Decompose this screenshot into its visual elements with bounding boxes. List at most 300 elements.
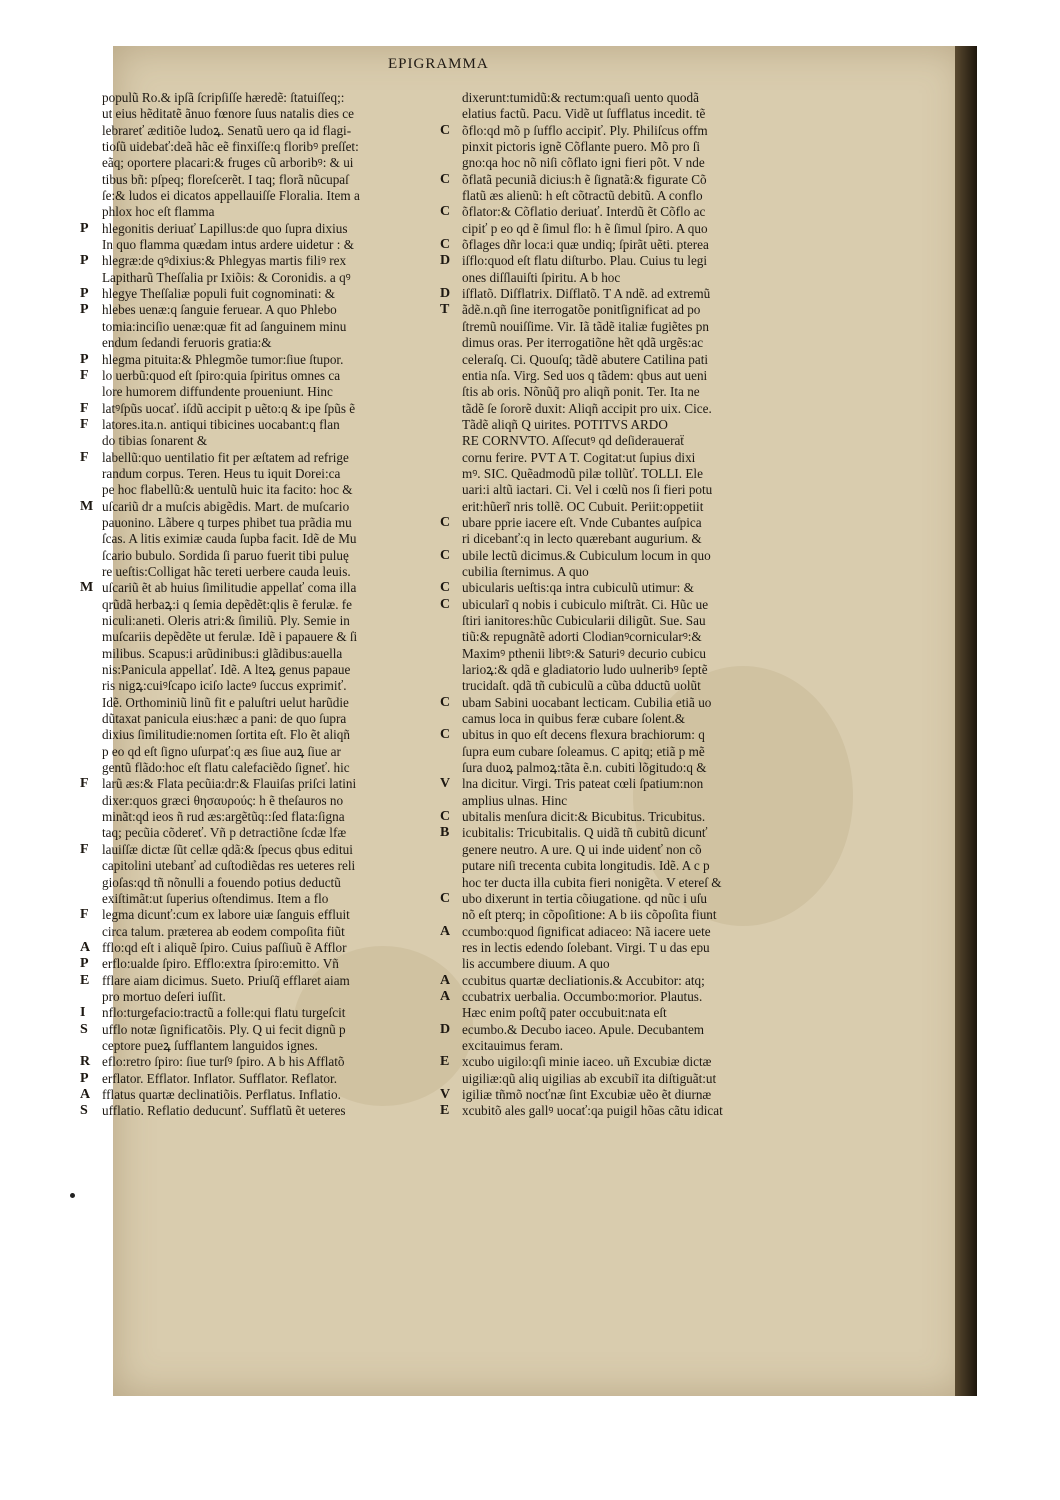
text-line bbox=[80, 1022, 455, 1038]
initial-letter bbox=[440, 499, 462, 515]
text-line bbox=[80, 253, 455, 269]
line-text: dixius ſimilitudie:nomen ſortita eſt. Flo ẽt aliqñ bbox=[102, 727, 350, 743]
initial-letter: A bbox=[440, 972, 451, 988]
initial-letter: A bbox=[80, 1086, 91, 1102]
initial-letter: P bbox=[80, 253, 89, 269]
line-text: pro mortuo deſeri iuſſit. bbox=[102, 988, 226, 1004]
line-text: excitauimus feram. bbox=[462, 1037, 564, 1053]
line-text: exiſtimãt:ut ſuperius oſtendimus. Item a flo bbox=[102, 890, 329, 906]
line-text: qrũdã herbaꝝ:i q ſemia depẽdẽt:qlis ẽ ferulæ. fe bbox=[102, 596, 353, 612]
text-line bbox=[440, 482, 825, 498]
initial-letter bbox=[440, 270, 462, 286]
line-text: endum ſedandi feruoris gratia:& bbox=[102, 335, 272, 351]
text-line bbox=[440, 384, 825, 400]
initial-letter: M bbox=[80, 580, 94, 596]
initial-letter bbox=[440, 450, 462, 466]
line-text: cubilia ſternimus. A quo bbox=[462, 563, 589, 579]
initial-letter: A bbox=[440, 923, 451, 939]
initial-letter: D bbox=[440, 253, 451, 269]
line-text: flatũ æs alienũ: h eſt cõtractũ debitũ. A conflo bbox=[462, 188, 703, 204]
page-header: EPIGRAMMA bbox=[388, 56, 489, 72]
line-text: phlox hoc eſt flamma bbox=[102, 204, 215, 220]
initial-letter bbox=[80, 564, 102, 580]
text-line bbox=[80, 629, 455, 645]
text-line bbox=[440, 597, 825, 613]
text-line bbox=[80, 580, 455, 596]
initial-letter bbox=[80, 662, 102, 678]
initial-letter bbox=[80, 727, 102, 743]
initial-letter bbox=[440, 858, 462, 874]
text-line bbox=[80, 155, 455, 171]
initial-letter bbox=[80, 825, 102, 841]
line-text: putare niſi trecenta cubita longitudis. Idẽ. A c p bbox=[462, 858, 710, 874]
initial-letter: P bbox=[80, 302, 89, 318]
text-line bbox=[440, 825, 825, 841]
initial-letter bbox=[80, 891, 102, 907]
initial-letter bbox=[80, 793, 102, 809]
text-line bbox=[440, 776, 825, 792]
text-line bbox=[80, 924, 455, 940]
line-text: xcubo uigilo:qſi minie iaceo. uñ Excubiæ dictæ bbox=[462, 1054, 712, 1070]
text-line bbox=[80, 335, 455, 351]
initial-letter bbox=[440, 466, 462, 482]
line-text: genere neutro. A ure. Q ui inde uidenť non cõ bbox=[462, 841, 702, 857]
initial-letter: T bbox=[440, 302, 450, 318]
text-line bbox=[440, 646, 825, 662]
text-line bbox=[440, 842, 825, 858]
initial-letter: V bbox=[440, 776, 451, 792]
text-line bbox=[80, 1103, 455, 1119]
text-line bbox=[80, 695, 455, 711]
line-text: pauonino. Lãbere q turpes phibet tua prãdia mu bbox=[102, 514, 352, 530]
text-line bbox=[440, 727, 825, 743]
initial-letter bbox=[440, 956, 462, 972]
line-text: capitolini utebanť ad cuſtodiẽdas res ueteres reli bbox=[102, 858, 356, 874]
line-text: entia nſa. Virg. Sed uos q tãdem: qbus aut ueni bbox=[462, 367, 708, 383]
line-text: Idẽ. Orthominiũ linũ fit e paluſtri uelut harũdie bbox=[102, 694, 349, 710]
text-line bbox=[80, 1087, 455, 1103]
text-line bbox=[440, 515, 825, 531]
initial-letter bbox=[80, 924, 102, 940]
line-text: ſtremũ nouiſſime. Vir. Iã tãdẽ italiæ fugiẽtes pn bbox=[462, 318, 709, 334]
line-text: ubile lectũ dicimus.& Cubiculum locum in quo bbox=[462, 547, 711, 563]
line-text: lna dicitur. Virgi. Tris pateat cœli ſpatium:non bbox=[462, 776, 704, 792]
text-line bbox=[80, 204, 455, 220]
text-line bbox=[80, 1054, 455, 1070]
line-text: tiũ:& repugnãtẽ adorti Clodianꝰcornicularꝰ:& bbox=[462, 629, 702, 645]
initial-letter: C bbox=[440, 514, 451, 530]
text-line bbox=[80, 450, 455, 466]
initial-letter bbox=[80, 90, 102, 106]
text-line bbox=[440, 139, 825, 155]
text-line bbox=[80, 237, 455, 253]
line-text: uari:i altũ iactari. Ci. Vel i cœlũ nos ſi fieri potu bbox=[462, 482, 713, 498]
text-line bbox=[440, 221, 825, 237]
text-line bbox=[80, 744, 455, 760]
line-text: tibus bñ: pſpeq; floreſcerẽt. I taq; florã nũcupaſ bbox=[102, 171, 349, 187]
line-text: celeraſq. Ci. Quouſq; tãdẽ abutere Catilina pati bbox=[462, 351, 709, 367]
initial-letter: C bbox=[440, 727, 451, 743]
initial-letter: F bbox=[80, 400, 89, 416]
text-line bbox=[80, 417, 455, 433]
text-line bbox=[440, 1071, 825, 1087]
text-line bbox=[80, 760, 455, 776]
initial-letter bbox=[80, 172, 102, 188]
line-text: dũtaxat panicula eius:hæc a pani: de quo ſupra bbox=[102, 711, 347, 727]
initial-letter bbox=[440, 531, 462, 547]
initial-letter bbox=[80, 678, 102, 694]
text-line bbox=[80, 1005, 455, 1021]
initial-letter bbox=[440, 646, 462, 662]
line-text: ris nigꝝ:cuiꝰſcapo iciſo lacteꝰ ſuccus exprimiť. bbox=[102, 678, 347, 694]
right-column bbox=[440, 90, 825, 1120]
line-text: ubo dixerunt in tertia cõiugatione. qd nũc i uſu bbox=[462, 890, 708, 906]
line-text: nis:Panicula appellať. Idẽ. A lteꝝ genus papaue bbox=[102, 662, 351, 678]
text-line bbox=[440, 875, 825, 891]
line-text: uſcariũ ẽt ab huius ſimilitudie appellať coma illa bbox=[102, 580, 357, 596]
text-line bbox=[440, 270, 825, 286]
text-line bbox=[440, 907, 825, 923]
line-text: õflator:& Cõflatio deriuať. Interdũ ẽt Cõflo ac bbox=[462, 204, 706, 220]
initial-letter bbox=[440, 155, 462, 171]
text-line bbox=[440, 286, 825, 302]
line-text: Hæc enim poſtq̃ pater occubuit:nata eſt bbox=[462, 1005, 667, 1021]
line-text: cipiť p eo qd ẽ ſimul flo: h ẽ ſimul ſpiro. A quo bbox=[462, 220, 708, 236]
text-line bbox=[440, 172, 825, 188]
text-line bbox=[440, 319, 825, 335]
text-line bbox=[80, 809, 455, 825]
line-text: lis accumbere diuum. A quo bbox=[462, 956, 610, 972]
line-text: ubicularĩ q nobis i cubiculo miſtrãt. Ci. Hũc ue bbox=[462, 596, 709, 612]
text-line bbox=[440, 744, 825, 760]
line-text: ubitus in quo eſt decens flexura brachiorum: q bbox=[462, 727, 705, 743]
line-text: randum corpus. Teren. Heus tu iquit Dorei:ca bbox=[102, 465, 341, 481]
line-text: ſe:& ludos ei dicatos appellauiſſe Floralia. Item a bbox=[102, 188, 360, 204]
text-line bbox=[80, 188, 455, 204]
text-line bbox=[440, 564, 825, 580]
initial-letter: S bbox=[80, 1021, 88, 1037]
initial-letter: F bbox=[80, 367, 89, 383]
text-line bbox=[440, 711, 825, 727]
text-line bbox=[440, 335, 825, 351]
initial-letter bbox=[80, 270, 102, 286]
text-line bbox=[440, 433, 825, 449]
line-text: ut eius hẽditatẽ ãnuo fœnore ſuus natalis dies ce bbox=[102, 106, 354, 122]
line-text: erit:hũerĩ nris tollẽ. OC Cubuit. Periit:oppetiit bbox=[462, 498, 704, 514]
initial-letter bbox=[80, 613, 102, 629]
text-line bbox=[80, 956, 455, 972]
line-text: ubicularis ueſtis:qa intra cubiculũ utimur: & bbox=[462, 580, 694, 596]
line-text: dimus oras. Per iterrogatiõne hẽt qdã urgẽs:ac bbox=[462, 335, 704, 351]
initial-letter: C bbox=[440, 171, 451, 187]
initial-letter: A bbox=[80, 939, 91, 955]
initial-letter: P bbox=[80, 956, 89, 972]
line-text: lo uerbũ:quod eſt ſpiro:quia ſpiritus omnes ca bbox=[102, 367, 341, 383]
text-line bbox=[440, 580, 825, 596]
line-text: uſcariũ dr a muſcis abigẽdis. Mart. de muſcario bbox=[102, 498, 350, 514]
line-text: õflages dñr loca:i quæ undiq; ſpirãt uẽti. pterea bbox=[462, 237, 709, 253]
initial-letter: F bbox=[80, 416, 89, 432]
initial-letter: F bbox=[80, 449, 89, 465]
line-text: ccubatrix uerbalia. Occumbo:morior. Plautus. bbox=[462, 988, 703, 1004]
line-text: igiliæ tñmõ nocťnæ ſint Excubiæ uẽo ẽt diurnæ bbox=[462, 1086, 712, 1102]
initial-letter: S bbox=[80, 1103, 88, 1119]
initial-letter bbox=[440, 1005, 462, 1021]
line-text: fflatus quartæ declinatiõis. Perflatus. Inflatio. bbox=[102, 1086, 341, 1102]
text-line bbox=[440, 858, 825, 874]
initial-letter bbox=[440, 564, 462, 580]
initial-letter bbox=[80, 646, 102, 662]
text-line bbox=[440, 940, 825, 956]
line-text: populũ Ro.& ipſã ſcripſiſſe hæredẽ: ſtatuiſſeq;: bbox=[102, 90, 345, 105]
line-text: camus loca in quibus feræ cubare ſolent.& bbox=[462, 711, 686, 727]
initial-letter: F bbox=[80, 907, 89, 923]
initial-letter: I bbox=[80, 1005, 86, 1021]
initial-letter: A bbox=[440, 988, 451, 1004]
text-line bbox=[80, 564, 455, 580]
text-line bbox=[440, 531, 825, 547]
line-text: ſcas. A litis eximiæ cauda ſupba facit. Idẽ de Mu bbox=[102, 531, 357, 547]
line-text: lauiſſæ dictæ ſũt cellæ qdã:& ſpecus qbus editui bbox=[102, 841, 353, 857]
initial-letter: C bbox=[440, 122, 451, 138]
initial-letter bbox=[440, 401, 462, 417]
initial-letter bbox=[80, 155, 102, 171]
initial-letter bbox=[80, 711, 102, 727]
line-text: ri dicebanť:q in lecto quærebant augurium. & bbox=[462, 531, 702, 547]
text-line bbox=[80, 662, 455, 678]
text-line bbox=[440, 678, 825, 694]
initial-letter bbox=[440, 1071, 462, 1087]
line-text: ſtis ab oris. Nõnũq̃ pro aliqñ ponit. Ter. Ita ne bbox=[462, 384, 700, 400]
initial-letter bbox=[440, 384, 462, 400]
text-line bbox=[80, 1038, 455, 1054]
text-line bbox=[80, 270, 455, 286]
initial-letter: C bbox=[440, 694, 451, 710]
text-line bbox=[80, 482, 455, 498]
line-text: amplius ulnas. Hinc bbox=[462, 792, 568, 808]
initial-letter bbox=[440, 1038, 462, 1054]
left-column bbox=[80, 90, 455, 1120]
text-line bbox=[440, 793, 825, 809]
initial-letter bbox=[440, 352, 462, 368]
text-line bbox=[80, 139, 455, 155]
initial-letter: D bbox=[440, 286, 451, 302]
line-text: fflare aiam dicimus. Sueto. Priuſq̃ efflaret aiam bbox=[102, 972, 350, 988]
initial-letter bbox=[440, 678, 462, 694]
line-text: iſflo:quod eſt flatu diſturbo. Plau. Cuius tu legi bbox=[462, 253, 708, 269]
initial-letter bbox=[80, 597, 102, 613]
line-text: tãdẽ ſe ſororẽ duxit: Aliqñ accipit pro uix. Cice. bbox=[462, 400, 712, 416]
initial-letter: C bbox=[440, 809, 451, 825]
line-text: ſtiri ianitores:hũc Cubicularii diligũt. Sue. Sau bbox=[462, 613, 706, 628]
line-text: Maximꝰ pthenii libtꝰ:& Saturiꝰ decurio cubicu bbox=[462, 645, 707, 661]
line-text: ufflo notæ ſignificatõis. Ply. Q ui fecit dignũ p bbox=[102, 1021, 346, 1037]
text-line bbox=[80, 842, 455, 858]
line-text: eãq; oportere placari:& fruges cũ arboribꝰ: & ui bbox=[102, 155, 354, 171]
line-text: iſflatõ. Diſflatrix. Diſflatõ. T A ndẽ. ad extremũ bbox=[462, 286, 711, 302]
line-text: lore humorem diffundente proueniunt. Hinc bbox=[102, 384, 333, 400]
line-text: nõ eſt pterq; in cõpoſitione: A b iis cõpoſita fiunt bbox=[462, 907, 717, 923]
text-line bbox=[80, 989, 455, 1005]
initial-letter bbox=[80, 482, 102, 498]
text-line bbox=[440, 401, 825, 417]
initial-letter bbox=[440, 613, 462, 629]
line-text: ãdẽ.n.qñ ſine iterrogatõe ponitſignificat ad po bbox=[462, 302, 701, 318]
line-text: do tibias ſonarent & bbox=[102, 433, 208, 449]
initial-letter bbox=[80, 515, 102, 531]
text-line bbox=[440, 352, 825, 368]
line-text: circa talum. præterea ab eodem compoſita fiũt bbox=[102, 923, 345, 939]
line-text: hlegræ:de qꝰdixius:& Phlegyas martis filiꝰ rex bbox=[102, 253, 347, 269]
initial-letter bbox=[80, 106, 102, 122]
text-line bbox=[80, 433, 455, 449]
initial-letter: M bbox=[80, 498, 94, 514]
text-line bbox=[80, 597, 455, 613]
text-line bbox=[80, 875, 455, 891]
initial-letter: E bbox=[80, 972, 90, 988]
initial-letter bbox=[440, 629, 462, 645]
text-line bbox=[80, 466, 455, 482]
initial-letter: D bbox=[440, 1021, 451, 1037]
line-text: niculi:aneti. Oleris atri:& ſimiliũ. Ply. Semie in bbox=[102, 613, 350, 628]
line-text: ubare pprie iacere eſt. Vnde Cubantes auſpica bbox=[462, 514, 702, 530]
line-text: hlebes uenæ:q ſanguie feruear. A quo Phlebo bbox=[102, 302, 337, 318]
text-line bbox=[440, 302, 825, 318]
initial-letter: C bbox=[440, 580, 451, 596]
initial-letter bbox=[440, 842, 462, 858]
line-text: ſcario bubulo. Sordida ſi paruo fuerit tibi puluę bbox=[102, 547, 349, 563]
line-text: uigiliæ:qũ aliq uigilias ab excubiĩ ita diſtiguãt:ut bbox=[462, 1070, 717, 1086]
text-line bbox=[80, 678, 455, 694]
text-line bbox=[80, 106, 455, 122]
text-line bbox=[440, 973, 825, 989]
initial-letter bbox=[80, 548, 102, 564]
initial-letter bbox=[80, 237, 102, 253]
text-line bbox=[80, 646, 455, 662]
text-line bbox=[440, 237, 825, 253]
initial-letter bbox=[80, 188, 102, 204]
line-text: hoc ter ducta illa cubita fieri nonigẽta. V etereſ & bbox=[462, 874, 722, 890]
text-line bbox=[440, 809, 825, 825]
line-text: RE CORNVTO. Aſſecutꝰ qd deſideraueraẗ bbox=[462, 433, 684, 449]
text-line bbox=[80, 727, 455, 743]
initial-letter bbox=[80, 466, 102, 482]
line-text: erflator. Efflator. Inflator. Sufflator. Reflator. bbox=[102, 1070, 337, 1086]
line-text: hlegye Theſſaliæ populi fuit cognominati: & bbox=[102, 286, 336, 302]
initial-letter: P bbox=[80, 1070, 89, 1086]
initial-letter: P bbox=[80, 220, 89, 236]
initial-letter bbox=[440, 662, 462, 678]
line-text: taq; pecũia cõdereť. Vñ p detractiõne ſcdæ lfæ bbox=[102, 825, 347, 841]
text-line bbox=[440, 368, 825, 384]
text-line bbox=[440, 466, 825, 482]
line-text: Tãdẽ aliqñ Q uirites. POTITVS ARDO bbox=[462, 416, 668, 432]
initial-letter bbox=[440, 433, 462, 449]
text-line bbox=[440, 1087, 825, 1103]
text-line bbox=[80, 907, 455, 923]
line-text: ubam Sabini uocabant lecticam. Cubilia etiã uo bbox=[462, 694, 712, 710]
text-line bbox=[80, 172, 455, 188]
text-line bbox=[80, 302, 455, 318]
page-edge bbox=[955, 46, 977, 1396]
line-text: cornu ferire. PVT A T. Cogitat:ut ſupius dixi bbox=[462, 449, 696, 465]
text-line bbox=[80, 384, 455, 400]
line-text: ubitalis menſura dicit:& Bicubitus. Tricubitus. bbox=[462, 809, 706, 825]
initial-letter: F bbox=[80, 841, 89, 857]
initial-letter bbox=[440, 940, 462, 956]
text-line bbox=[80, 776, 455, 792]
text-line bbox=[440, 106, 825, 122]
line-text: minãt:qd ieos ñ rud æs:argẽtũq::ſed flata:ſigna bbox=[102, 809, 345, 825]
initial-letter bbox=[80, 858, 102, 874]
initial-letter: R bbox=[80, 1054, 91, 1070]
initial-letter bbox=[440, 368, 462, 384]
line-text: xcubitõ ales gallꝰ uocať:qa puigil hõas cãtu idicat bbox=[462, 1103, 723, 1119]
initial-letter: C bbox=[440, 596, 451, 612]
text-line bbox=[80, 858, 455, 874]
text-line bbox=[440, 90, 825, 106]
initial-letter: C bbox=[440, 237, 451, 253]
text-line bbox=[80, 319, 455, 335]
line-text: dixerunt:tumidũ:& rectum:quaſi uento quodã bbox=[462, 90, 699, 105]
line-text: õflatã pecuniã dicius:h ẽ ſignatã:& figurate Cõ bbox=[462, 171, 707, 187]
text-line bbox=[80, 613, 455, 629]
initial-letter bbox=[80, 1038, 102, 1054]
initial-letter bbox=[440, 744, 462, 760]
text-line bbox=[80, 221, 455, 237]
line-text: fflo:qd eſt i aliquẽ ſpiro. Cuius paſſiuũ ẽ Afflor bbox=[102, 939, 347, 955]
initial-letter bbox=[80, 629, 102, 645]
text-line bbox=[80, 352, 455, 368]
text-line bbox=[440, 989, 825, 1005]
line-text: dixer:quos græci θησαυρούς: h ẽ theſauros no bbox=[102, 792, 344, 808]
line-text: hlegonitis deriuať Lapillus:de quo ſupra dixius bbox=[102, 220, 348, 236]
ink-dot bbox=[70, 1193, 75, 1198]
text-line bbox=[80, 711, 455, 727]
text-line bbox=[440, 450, 825, 466]
initial-letter: P bbox=[80, 286, 89, 302]
line-text: larũ æs:& Flata pecũia:dr:& Flauiſas priſci latini bbox=[102, 776, 357, 792]
text-line bbox=[80, 891, 455, 907]
line-text: milibus. Scapus:i arũdinibus:i glãdibus:auella bbox=[102, 645, 343, 661]
line-text: gioſas:qd tñ nõnulli a fouendo potius deductũ bbox=[102, 874, 341, 890]
text-line bbox=[80, 1071, 455, 1087]
text-line bbox=[440, 417, 825, 433]
text-line bbox=[440, 188, 825, 204]
text-line bbox=[440, 924, 825, 940]
initial-letter bbox=[440, 907, 462, 923]
text-line bbox=[80, 548, 455, 564]
line-text: pe hoc flabellũ:& uentulũ huic ita facito: hoc & bbox=[102, 482, 353, 498]
line-text: ſura duoꝝ palmoꝝ:tãta ẽ.n. cubiti lõgitudo:q & bbox=[462, 760, 707, 776]
initial-letter bbox=[440, 875, 462, 891]
initial-letter bbox=[80, 989, 102, 1005]
line-text: larioꝝ:& qdã e gladiatorio ludo uulneribꝰ ſeptẽ bbox=[462, 662, 708, 678]
text-line bbox=[440, 1022, 825, 1038]
text-line bbox=[80, 940, 455, 956]
initial-letter: V bbox=[440, 1086, 451, 1102]
initial-letter bbox=[440, 188, 462, 204]
initial-letter bbox=[440, 139, 462, 155]
text-line bbox=[80, 123, 455, 139]
initial-letter bbox=[440, 106, 462, 122]
text-line bbox=[440, 760, 825, 776]
initial-letter bbox=[80, 760, 102, 776]
initial-letter bbox=[440, 711, 462, 727]
line-text: ccubitus quartæ decliationis.& Accubitor: atq; bbox=[462, 972, 705, 988]
text-line bbox=[440, 1103, 825, 1119]
text-line bbox=[440, 204, 825, 220]
